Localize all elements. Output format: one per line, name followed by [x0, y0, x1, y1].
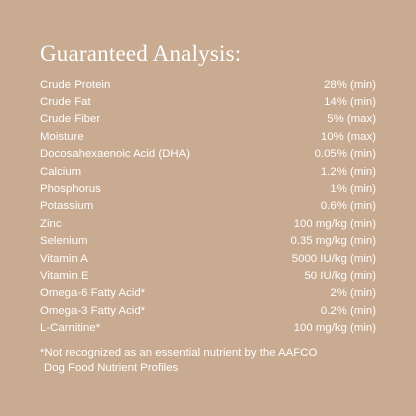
nutrient-value: 100 mg/kg (min)	[293, 322, 376, 335]
nutrient-name: Crude Protein	[40, 78, 111, 91]
table-row	[40, 285, 376, 302]
nutrient-value: 0.05% (min)	[314, 148, 376, 161]
nutrient-value: 10% (max)	[320, 130, 376, 143]
page-title: Guaranteed Analysis:	[40, 41, 242, 66]
nutrient-name: L-Carnitine*	[40, 322, 101, 335]
nutrient-value: 50 IU/kg (min)	[304, 269, 376, 282]
nutrient-name: Calcium	[40, 165, 82, 178]
nutrient-value: 2% (min)	[330, 287, 376, 300]
nutrient-name: Omega-3 Fatty Acid*	[40, 304, 146, 317]
table-row	[40, 93, 376, 110]
table-row	[40, 233, 376, 250]
table-row	[40, 267, 376, 284]
nutrient-value: 100 mg/kg (min)	[293, 217, 376, 230]
footnote-line-2: Dog Food Nutrient Profiles	[44, 361, 179, 374]
table-row	[40, 215, 376, 232]
nutrient-value: 5000 IU/kg (min)	[291, 252, 376, 265]
nutrient-value: 14% (min)	[324, 96, 376, 109]
table-row	[40, 128, 376, 145]
nutrient-value: 1% (min)	[330, 183, 376, 196]
table-row	[40, 180, 376, 197]
nutrient-value: 0.6% (min)	[320, 200, 376, 213]
nutrient-value: 1.2% (min)	[320, 165, 376, 178]
nutrient-name: Omega-6 Fatty Acid*	[40, 287, 146, 300]
table-row	[40, 250, 376, 267]
nutrient-name: Moisture	[40, 130, 84, 143]
nutrient-name: Crude Fat	[40, 96, 91, 109]
table-row	[40, 198, 376, 215]
nutrient-name: Docosahexaenoic Acid (DHA)	[40, 148, 191, 161]
nutrient-name: Vitamin A	[40, 252, 88, 265]
nutrient-value: 5% (max)	[327, 113, 376, 126]
nutrient-value: 28% (min)	[324, 78, 376, 91]
nutrient-name: Vitamin E	[40, 269, 89, 282]
nutrient-name: Potassium	[40, 200, 94, 213]
table-row	[40, 76, 376, 93]
nutrient-name: Selenium	[40, 235, 88, 248]
table-row	[40, 319, 376, 336]
table-row	[40, 146, 376, 163]
table-row	[40, 163, 376, 180]
nutrient-name: Zinc	[40, 217, 62, 230]
nutrient-name: Phosphorus	[40, 183, 101, 196]
analysis-table	[40, 76, 376, 337]
nutrient-value: 0.2% (min)	[320, 304, 376, 317]
footnote-line-1: *Not recognized as an essential nutrient by the AAFCO	[40, 346, 318, 359]
footnote	[40, 346, 376, 376]
table-row	[40, 302, 376, 319]
table-row	[40, 111, 376, 128]
nutrient-value: 0.35 mg/kg (min)	[290, 235, 376, 248]
nutrient-name: Crude Fiber	[40, 113, 101, 126]
